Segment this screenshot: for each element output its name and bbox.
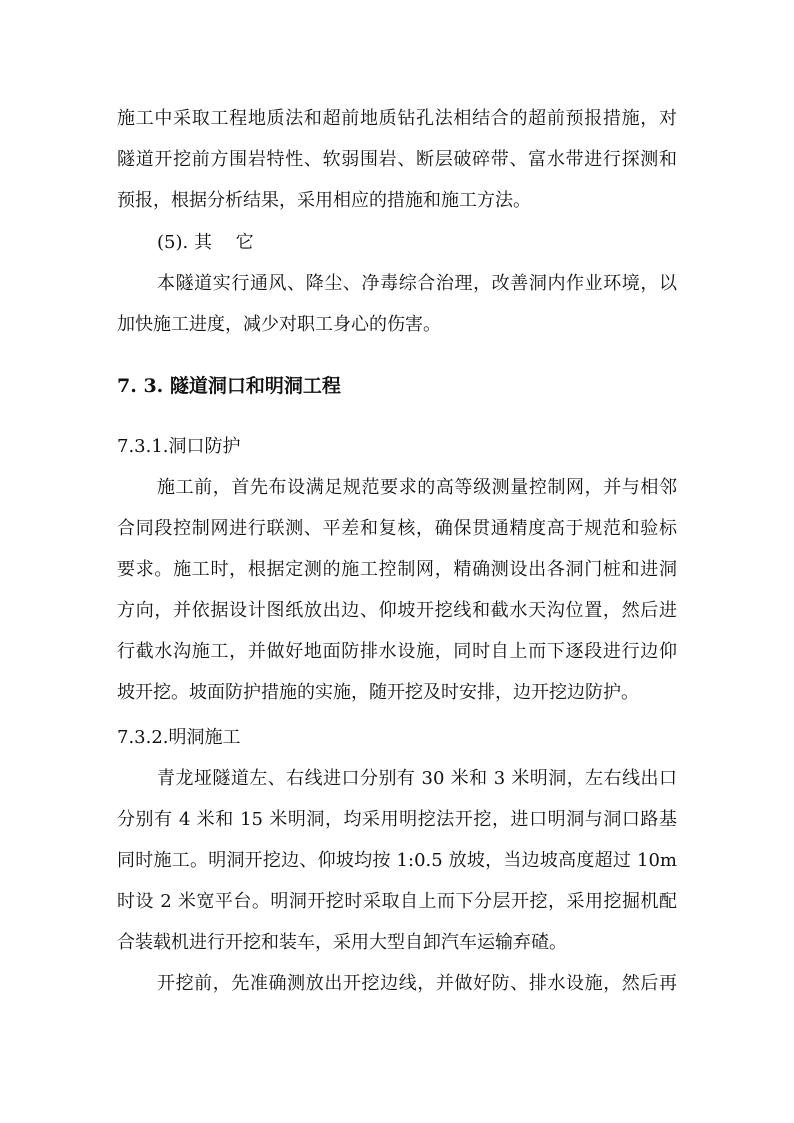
section-7-3-1-line-4: 方向，并依据设计图纸放出边、仰坡开挖线和截水天沟位置，然后进: [117, 600, 677, 621]
other-line-2: 加快施工进度，减少对职工身心的伤害。: [117, 314, 441, 335]
section-7-3-2-line-1: 青龙垭隧道左、右线进口分别有 30 米和 3 米明洞，左右线出口: [157, 768, 677, 789]
section-7-3-1-line-6: 坡开挖。坡面防护措施的实施，随开挖及时安排，边开挖边防护。: [117, 682, 639, 703]
intro-line-2: 隧道开挖前方围岩特性、软弱围岩、断层破碎带、富水带进行探测和: [117, 149, 677, 170]
section-7-3-heading: 7. 3. 隧道洞口和明洞工程: [117, 375, 341, 397]
section-7-3-2-line-2: 分别有 4 米和 15 米明洞，均采用明挖法开挖，进口明洞与洞口路基: [117, 809, 677, 830]
intro-line-1: 施工中采取工程地质法和超前地质钻孔法相结合的超前预报措施，对: [117, 108, 677, 129]
section-7-3-2-continuation: 开挖前，先准确测放出开挖边线，并做好防、排水设施，然后再: [157, 973, 677, 994]
section-7-3-2-line-5: 合装载机进行开挖和装车，采用大型自卸汽车运输弃碴。: [117, 932, 567, 953]
section-7-3-2-line-3: 同时施工。明洞开挖边、仰坡均按 1:0.5 放坡，当边坡高度超过 10m: [117, 850, 677, 871]
section-7-3-1-heading: 7.3.1.洞口防护: [117, 436, 241, 457]
other-line-1: 本隧道实行通风、降尘、净毒综合治理，改善洞内作业环境，以: [157, 273, 677, 294]
section-7-3-1-line-3: 要求。施工时，根据定测的施工控制网，精确测设出各洞门桩和进洞: [117, 559, 677, 580]
section-7-3-2-line-4: 时设 2 米宽平台。明洞开挖时采取自上而下分层开挖，采用挖掘机配: [117, 891, 677, 912]
intro-line-3: 预报，根据分析结果，采用相应的措施和施工方法。: [117, 190, 531, 211]
section-7-3-1-line-5: 行截水沟施工，并做好地面防排水设施，同时自上而下逐段进行边仰: [117, 641, 677, 662]
section-7-3-2-heading: 7.3.2.明洞施工: [117, 727, 241, 748]
section-7-3-1-line-1: 施工前，首先布设满足规范要求的高等级测量控制网，并与相邻: [157, 477, 677, 498]
other-section-heading: (5). 其 它: [157, 232, 254, 253]
section-7-3-1-line-2: 合同段控制网进行联测、平差和复核，确保贯通精度高于规范和验标: [117, 518, 677, 539]
